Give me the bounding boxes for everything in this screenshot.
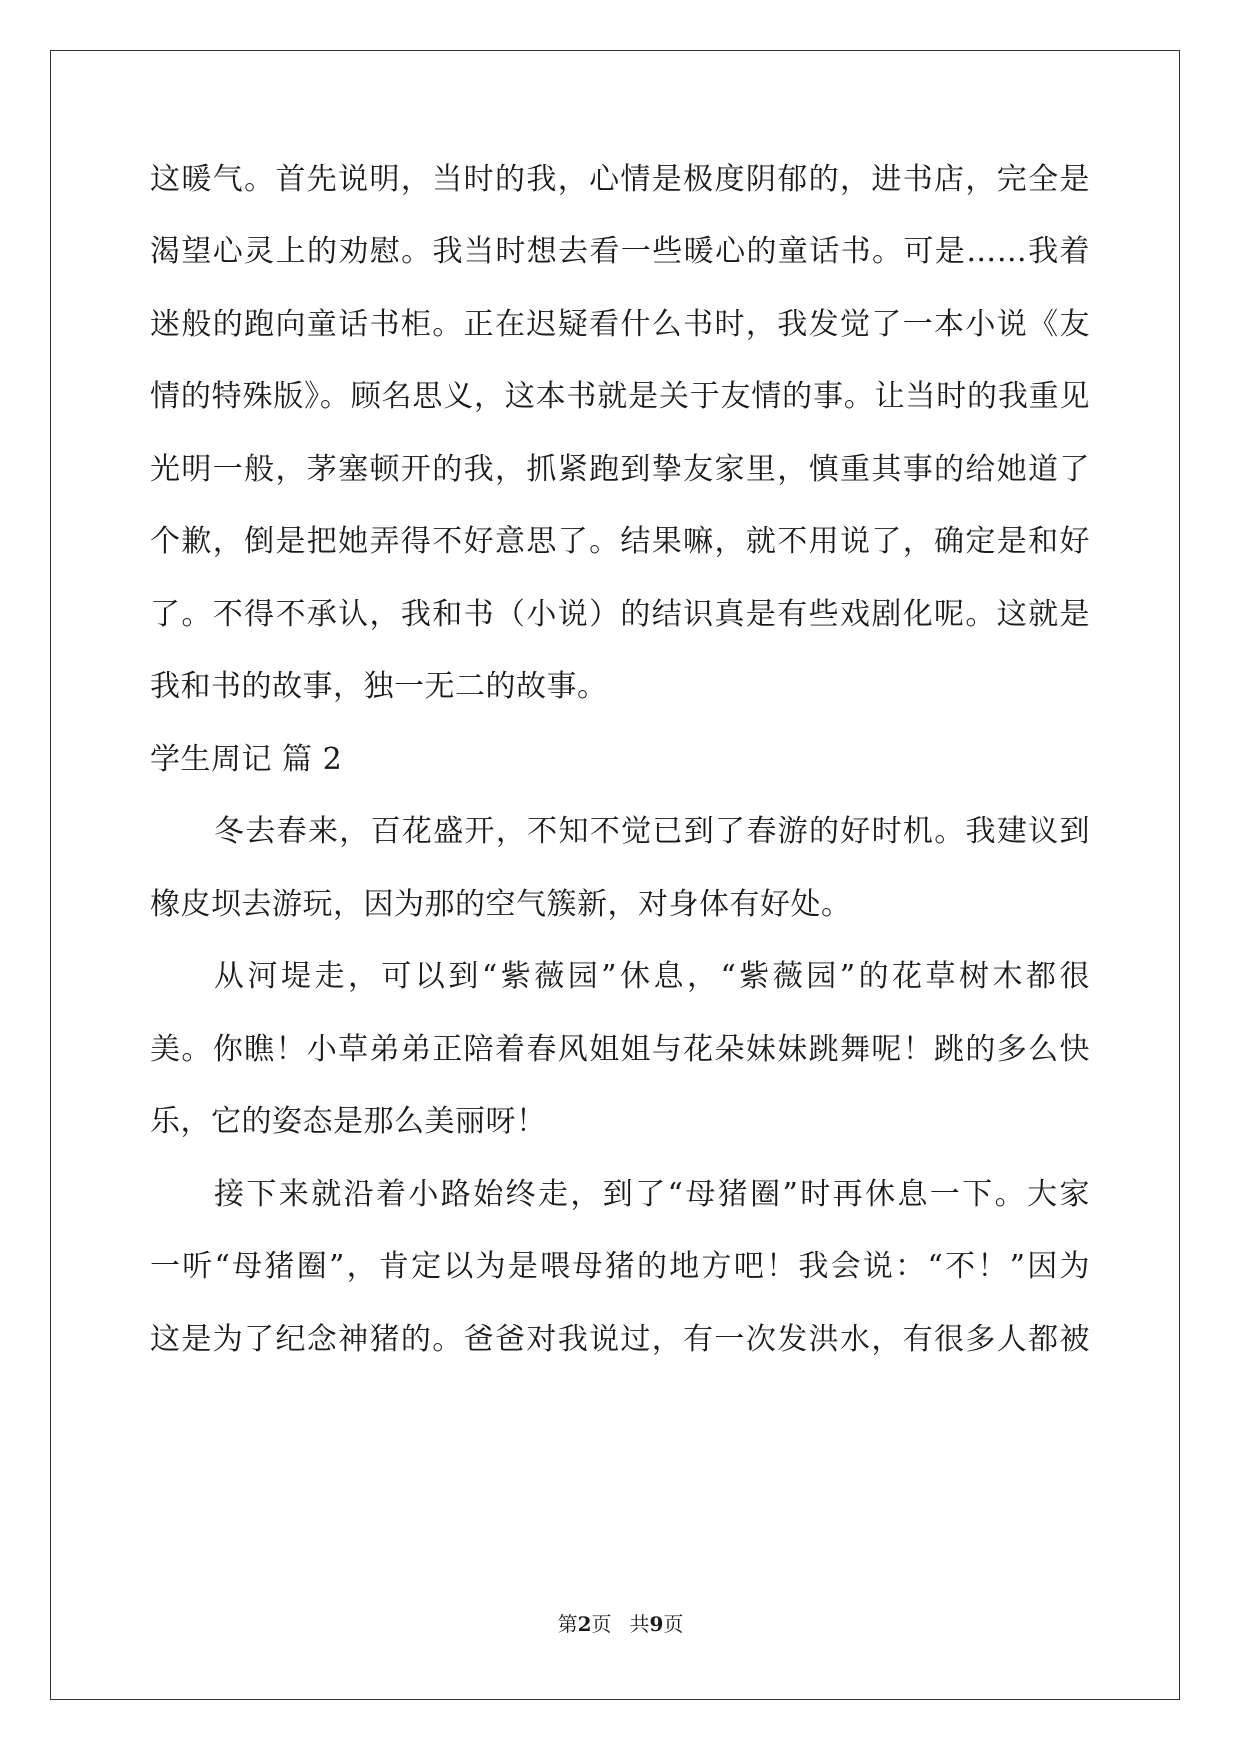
- text-line: 光明一般，茅塞顿开的我，抓紧跑到挚友家里，慎重其事的给她道了: [150, 452, 1090, 487]
- text-line: 乐，它的姿态是那么美丽呀！: [150, 1104, 547, 1139]
- text-line: 一听“母猪圈”，肯定以为是喂母猪的地方吧！我会说：“不！”因为: [150, 1249, 1090, 1284]
- text-line: 美。你瞧！小草弟弟正陪着春风姐姐与花朵妹妹跳舞呢！跳的多么快: [150, 1032, 1090, 1067]
- total-pages-number: 9: [649, 1612, 664, 1636]
- text-line: 了。不得不承认，我和书（小说）的结识真是有些戏剧化呢。这就是: [150, 597, 1090, 632]
- text-line: 迷般的跑向童话书柜。正在迟疑看什么书时，我发觉了一本小说《友: [150, 307, 1090, 342]
- text-line: 我和书的故事，独一无二的故事。: [150, 669, 608, 704]
- text-line: 渴望心灵上的劝慰。我当时想去看一些暖心的童话书。可是……我着: [150, 234, 1090, 269]
- footer-page-suffix: 页: [591, 1612, 612, 1636]
- page-footer: [0, 1612, 1241, 1636]
- text-line: 橡皮坝去游玩，因为那的空气簇新，对身体有好处。: [150, 887, 852, 922]
- footer-total-suffix: 页: [663, 1612, 684, 1636]
- paragraph-first-line: 从河堤走，可以到“紫薇园”休息，“紫薇园”的花草树木都很: [214, 959, 1090, 994]
- paragraph-first-line: 接下来就沿着小路始终走，到了“母猪圈”时再休息一下。大家: [214, 1177, 1090, 1212]
- paragraph-first-line: 冬去春来，百花盛开，不知不觉已到了春游的好时机。我建议到: [214, 814, 1090, 849]
- text-line: 这是为了纪念神猪的。爸爸对我说过，有一次发洪水，有很多人都被: [150, 1322, 1090, 1357]
- current-page-number: 2: [577, 1612, 592, 1636]
- page-border: [50, 50, 1180, 1700]
- footer-total-prefix: 共: [629, 1612, 650, 1636]
- footer-prefix: 第: [557, 1612, 578, 1636]
- text-line: 情的特殊版》。顾名思义，这本书就是关于友情的事。让当时的我重见: [150, 379, 1090, 414]
- text-line: 个歉，倒是把她弄得不好意思了。结果嘛，就不用说了，确定是和好: [150, 524, 1090, 559]
- section-heading: 学生周记 篇 2: [150, 742, 343, 777]
- text-line: 这暖气。首先说明，当时的我，心情是极度阴郁的，进书店，完全是: [150, 162, 1090, 197]
